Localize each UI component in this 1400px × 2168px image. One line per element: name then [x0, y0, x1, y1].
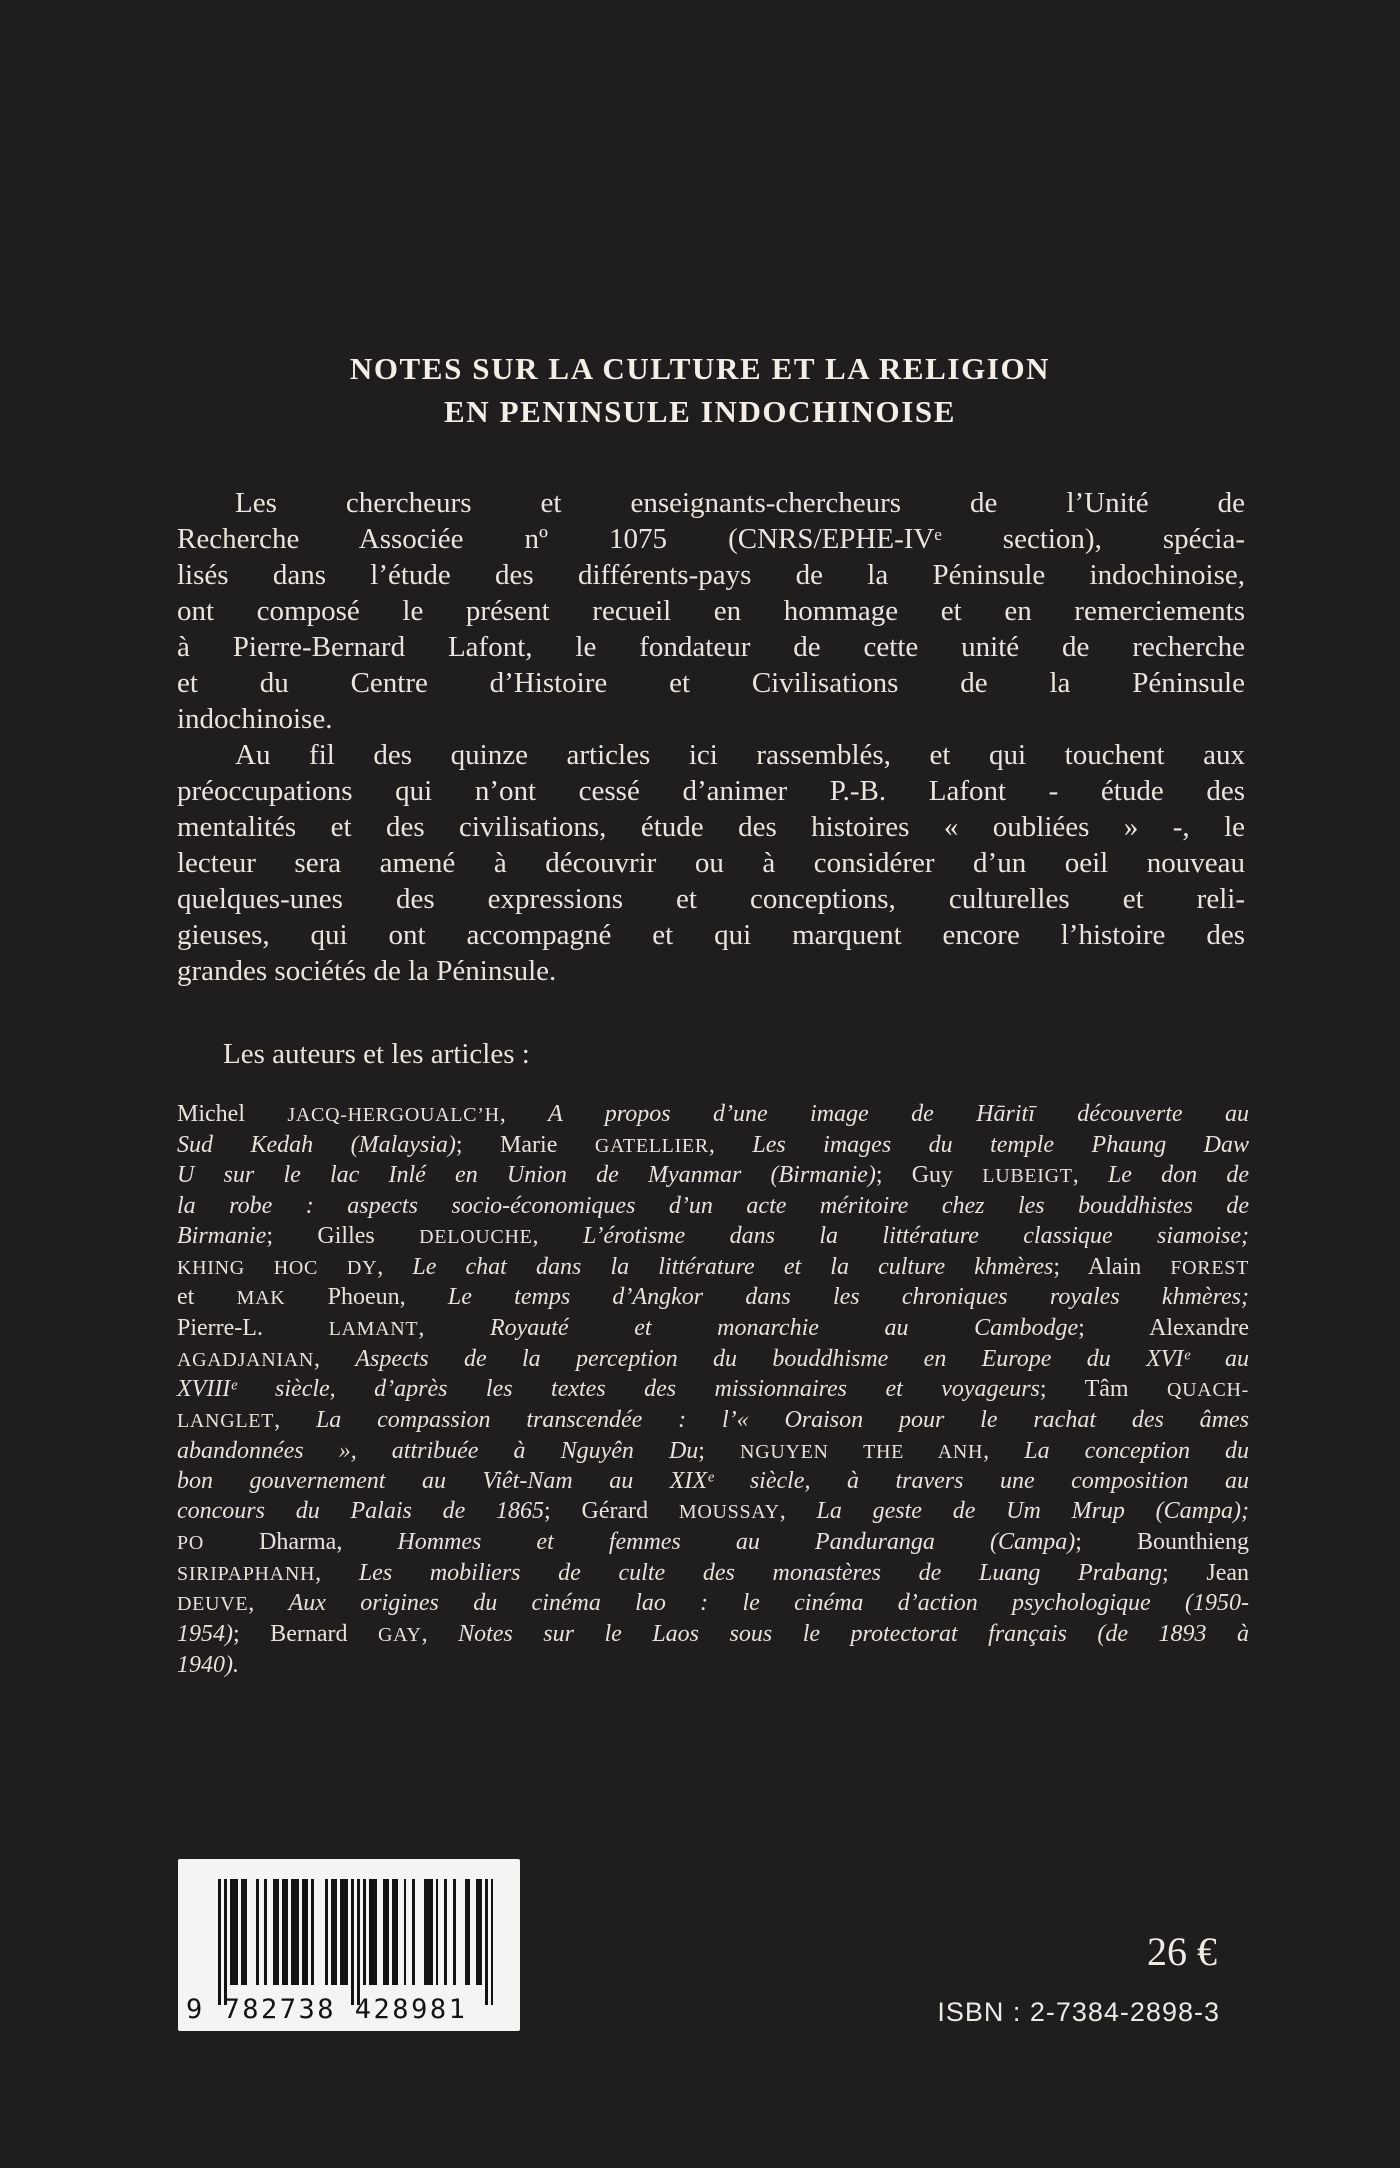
author-name: DELOUCHE: [419, 1225, 533, 1248]
author-name: AGADJANIAN: [177, 1348, 314, 1371]
connector-text: ,: [499, 1101, 549, 1127]
author-name: KHING HOC DY: [177, 1256, 378, 1279]
barcode: [178, 1859, 520, 2031]
text-line: Les chercheurs et enseignants-chercheurs de l’Unité de: [235, 487, 1245, 519]
connector-text: ; Guy: [875, 1162, 983, 1189]
article-title: XVIIIᵉ siècle, d’après les textes des missionnaires et voyageurs: [177, 1376, 1040, 1403]
barcode-bar: [218, 1879, 221, 2005]
connector-text: ,: [274, 1407, 316, 1434]
author-article-line: [177, 1497, 1249, 1528]
barcode-bar: [241, 1879, 247, 1985]
author-article-line: [177, 1406, 1249, 1437]
article-title: La conception du: [1024, 1437, 1250, 1464]
author-name: LANGLET: [177, 1410, 275, 1433]
connector-text: ,: [532, 1222, 583, 1249]
text-line: lisés dans l’étude des différents-pays de la Péninsule indochinoise,: [177, 559, 1245, 591]
article-title: Hommes et femmes au Panduranga (Campa): [397, 1528, 1076, 1555]
isbn: ISBN : 2-7384-2898-3: [937, 1997, 1220, 2027]
author-name: GAY: [378, 1623, 422, 1646]
article-title: Les mobiliers de culte des monastères de Luang Prabang: [358, 1559, 1163, 1586]
barcode-bar: [465, 1879, 471, 1985]
article-title: Le chat dans la littérature et la culture khmères: [412, 1253, 1054, 1280]
article-title: 1954): [177, 1620, 233, 1647]
author-article-line: [177, 1528, 1249, 1559]
author-name: JACQ-HERGOUALC’H: [287, 1104, 500, 1126]
connector-text: ,: [315, 1559, 359, 1586]
article-title: U sur le lac Inlé en Union de Myanmar (Birmanie): [177, 1162, 876, 1189]
author-article-line: [177, 1283, 1249, 1314]
text-line: quelques-unes des expressions et conceptions, culturelles et reli-: [177, 883, 1245, 915]
connector-text: ; Alain: [1053, 1253, 1171, 1280]
barcode-bar: [424, 1879, 433, 1985]
barcode-bar: [436, 1879, 439, 1985]
author-article-line: [177, 1314, 1249, 1345]
author-name: GATELLIER: [594, 1134, 709, 1157]
article-title: Aspects de la perception du bouddhisme en Europe du XVIᵉ au: [355, 1345, 1249, 1372]
connector-text: ,: [377, 1253, 413, 1280]
text-line: lecteur sera amené à découvrir ou à considérer d’un oeil nouveau: [177, 847, 1245, 879]
barcode-bar: [351, 1879, 354, 2005]
article-title: 1940).: [177, 1651, 239, 1678]
connector-text: ;: [698, 1437, 741, 1464]
barcode-digits: 9 782738 428981: [186, 1994, 468, 2025]
barcode-bar: [256, 1879, 259, 1985]
connector-text: ; Tâm: [1039, 1376, 1168, 1403]
barcode-bar: [491, 1879, 494, 2005]
article-title: Aux origines du cinéma lao : le cinéma d’action psychologique (1950-: [288, 1590, 1250, 1617]
text-line: mentalités et des civilisations, étude des histoires « oubliées » -, le: [177, 811, 1245, 843]
barcode-bar: [444, 1879, 447, 1985]
text-line: gieuses, qui ont accompagné et qui marquent encore l’histoire des: [177, 919, 1245, 951]
barcode-bar: [311, 1879, 314, 1985]
article-title: A propos d’une image de Hāritī découverte au: [548, 1101, 1249, 1127]
author-article-line: [177, 1100, 1249, 1131]
barcode-bar: [453, 1879, 456, 1985]
connector-text: ,: [248, 1590, 289, 1617]
author-name: MOUSSAY: [678, 1501, 780, 1524]
connector-text: Phoeun,: [285, 1284, 448, 1311]
barcode-bar: [291, 1879, 300, 1985]
connector-text: Michel: [177, 1101, 288, 1127]
text-line: à Pierre-Bernard Lafont, le fondateur de cette unité de recherche: [177, 631, 1245, 663]
barcode-bar: [224, 1879, 227, 2005]
author-article-line: [177, 1375, 1249, 1406]
book-title: [0, 347, 1400, 433]
article-title: Sud Kedah (Malaysia): [177, 1131, 456, 1158]
connector-text: ,: [421, 1620, 459, 1647]
author-article-line: [177, 1467, 1249, 1497]
connector-text: ,: [708, 1131, 753, 1158]
text-line: et du Centre d’Histoire et Civilisations de la Péninsule: [177, 667, 1245, 699]
barcode-bar: [412, 1879, 415, 1985]
author-name: SIRIPAPHANH: [177, 1562, 316, 1585]
article-title: Royauté et monarchie au Cambodge: [489, 1314, 1079, 1341]
author-name: FOREST: [1170, 1256, 1250, 1279]
book-title-line1: NOTES SUR LA CULTURE ET LA RELIGION: [349, 351, 1051, 386]
author-name: QUACH-: [1167, 1379, 1249, 1402]
barcode-bar: [331, 1879, 337, 1985]
article-title: Les images du temple Phaung Daw: [752, 1131, 1250, 1158]
barcode-bar: [325, 1879, 328, 1985]
price: 26 €: [1147, 1929, 1217, 1974]
article-title: la robe : aspects socio-économiques d’un acte méritoire chez les bouddhistes de: [177, 1193, 1249, 1220]
author-article-line: [177, 1589, 1249, 1620]
connector-text: Pierre-L.: [177, 1314, 329, 1341]
connector-text: Dharma,: [203, 1528, 398, 1555]
author-article-line: [177, 1192, 1249, 1222]
barcode-bar: [485, 1879, 488, 2005]
connector-text: ,: [314, 1345, 356, 1372]
connector-text: ; Bounthieng: [1075, 1528, 1250, 1555]
article-title: La compassion transcendée : l’« Oraison pour le rachat des âmes: [315, 1407, 1249, 1434]
author-name: NGUYEN THE ANH: [740, 1440, 984, 1463]
connector-text: ; Jean: [1162, 1559, 1250, 1586]
author-article-line: [177, 1131, 1249, 1162]
article-title: Le don de: [1107, 1162, 1250, 1189]
author-article-line: [177, 1620, 1249, 1651]
connector-text: ; Bernard: [233, 1620, 378, 1647]
text-line: Au fil des quinze articles ici rassemblés, et qui touchent aux: [235, 739, 1245, 771]
article-title: concours du Palais de 1865: [177, 1498, 545, 1525]
synopsis-text: [177, 485, 1245, 989]
article-title: Le temps d’Angkor dans les chroniques royales khmères;: [447, 1284, 1249, 1311]
author-article-line: [177, 1345, 1249, 1376]
barcode-bar: [404, 1879, 407, 1985]
article-title: Birmanie: [177, 1222, 267, 1249]
connector-text: ; Marie: [455, 1131, 595, 1158]
article-title: abandonnées », attribuée à Nguyên Du: [177, 1437, 699, 1464]
connector-text: ; Gilles: [266, 1222, 420, 1249]
article-title: La geste de Um Mrup (Campa);: [816, 1498, 1249, 1525]
text-line: Recherche Associée nº 1075 (CNRS/EPHE-IVᵉ section), spécia-: [177, 523, 1245, 555]
barcode-bar: [392, 1879, 398, 1985]
author-article-line: [177, 1437, 1249, 1468]
barcode-bar: [302, 1879, 308, 1985]
connector-text: ,: [418, 1314, 490, 1341]
article-title: bon gouvernement au Viêt-Nam au XIXᵉ siècle, à travers une composition au: [177, 1468, 1249, 1495]
barcode-bar: [264, 1879, 267, 1985]
text-line: indochinoise.: [177, 703, 333, 735]
barcode-bars: [218, 1879, 496, 2009]
barcode-bar: [476, 1879, 482, 1985]
text-line: préoccupations qui n’ont cessé d’animer P.-B. Lafont - étude des: [177, 775, 1245, 807]
author-name: DEUVE: [177, 1593, 249, 1616]
barcode-bar: [369, 1879, 378, 1985]
authors-list: [177, 1100, 1249, 1680]
barcode-bar: [363, 1879, 366, 1985]
connector-text: ,: [983, 1437, 1025, 1464]
article-title: Notes sur le Laos sous le protectorat français (de 1893 à: [458, 1620, 1250, 1647]
author-article-line: [177, 1651, 1249, 1681]
barcode-bar: [273, 1879, 279, 1985]
connector-text: ,: [779, 1498, 817, 1525]
author-name: MAK: [236, 1287, 286, 1310]
article-title: L’érotisme dans la littérature classique siamoise;: [582, 1222, 1249, 1249]
connector-text: ,: [1072, 1162, 1108, 1189]
author-article-line: [177, 1253, 1249, 1284]
author-name: PO: [177, 1531, 204, 1554]
connector-text: et: [177, 1284, 237, 1311]
author-article-line: [177, 1161, 1249, 1192]
authors-heading: Les auteurs et les articles :: [223, 1038, 530, 1070]
barcode-bar: [282, 1879, 288, 1985]
connector-text: ; Gérard: [544, 1498, 679, 1525]
barcode-bar: [340, 1879, 349, 1985]
author-article-line: [177, 1559, 1249, 1590]
barcode-bar: [230, 1879, 239, 1985]
author-name: LUBEIGT: [982, 1165, 1073, 1188]
barcode-bar: [357, 1879, 360, 2005]
author-name: LAMANT: [328, 1317, 419, 1340]
text-line: grandes sociétés de la Péninsule.: [177, 955, 557, 987]
connector-text: ; Alexandre: [1078, 1314, 1250, 1341]
text-line: ont composé le présent recueil en hommage et en remerciements: [177, 595, 1245, 627]
book-title-line2: EN PENINSULE INDOCHINOISE: [444, 394, 956, 429]
barcode-bar: [383, 1879, 389, 1985]
author-article-line: [177, 1222, 1249, 1253]
